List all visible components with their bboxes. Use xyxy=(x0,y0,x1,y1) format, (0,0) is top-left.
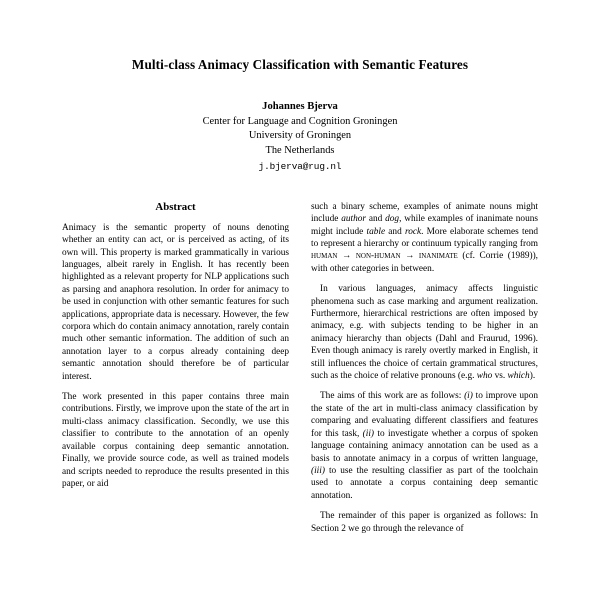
affiliation-line-2: University of Groningen xyxy=(248,130,352,142)
intro-paragraph-4: The remainder of this paper is organized as follows: In Section 2 we go through the relevance of xyxy=(311,511,538,534)
abstract-paragraph-2: The work presented in this paper contains three main contributions. Firstly, we improve upon the state of the art in multi-class animacy classification. Secondly, we use this classifier to contribute to the annotation of an openly available corpus containing deep semantic annotation. Finally, we provide source code, as well as trained models and scripts needed to reproduce the results presented in this paper, or aid xyxy=(62,392,289,489)
two-column-body xyxy=(62,201,538,543)
author-email: j.bjerva@rug.nl xyxy=(258,160,342,172)
abstract-paragraph-1: Animacy is the semantic property of nouns denoting whether an entity can act, or is perceived as acting, of its own will. This property is marked grammatically in various languages, albeit rarely in English. It has recently been highlighted as a relevant property for NLP applications such as parsing and anaphora resolution. In order for animacy to be used in conjunction with other semantic features for such applications, appropriate data is necessary. However, the few corpora which do contain animacy annotation, rarely contain much other semantic information. The addition of such an annotation layer to a corpus already containing deep semantic annotation should therefore be of particular interest. xyxy=(62,222,289,382)
intro-paragraph-3: The aims of this work are as follows: (i) to improve upon the state of the art in multi-class animacy classification by comparing and evaluating different classifiers and features for this task, (ii) to investigate whether a corpus of spoken language containing animacy annotation can be used as a basis to annotate animacy in a corpus of written language, (iii) to use the resulting classifier as part of the toolchain used to annotate a corpus containing deep semantic annotation. xyxy=(311,391,539,501)
affiliation-line-1: Center for Language and Cognition Groningen xyxy=(202,115,398,127)
intro-paragraph-2: In various languages, animacy affects linguistic phenomena such as case marking and argument realization. Furthermore, hierarchical restrictions are often imposed by animacy, e.g. with subjects tending to be higher in an animacy hierarchy than objects (Dahl and Fraurud, 1996). Even though animacy is rarely overtly marked in English, it still influences the choice of certain grammatical structures, such as the choice of relative pronouns (e.g. who vs. which). xyxy=(311,284,538,382)
author-block xyxy=(62,99,538,175)
left-column xyxy=(62,201,289,543)
right-column xyxy=(311,201,538,543)
affiliation-line-3: The Netherlands xyxy=(265,145,335,157)
author-name: Johannes Bjerva xyxy=(262,101,338,113)
page-title: Multi-class Animacy Classification with Semantic Features xyxy=(131,57,469,72)
abstract-heading: Abstract xyxy=(155,200,196,213)
intro-paragraph-continued: such a binary scheme, examples of animate nouns might include author and dog, while examples of inanimate nouns might include table and rock. More elaborate schemes tend to represent a hierarchy or continuum typically ranging from human → non-human → inanimate (cf. Corrie (1989)), with other categories in between. xyxy=(311,201,539,274)
